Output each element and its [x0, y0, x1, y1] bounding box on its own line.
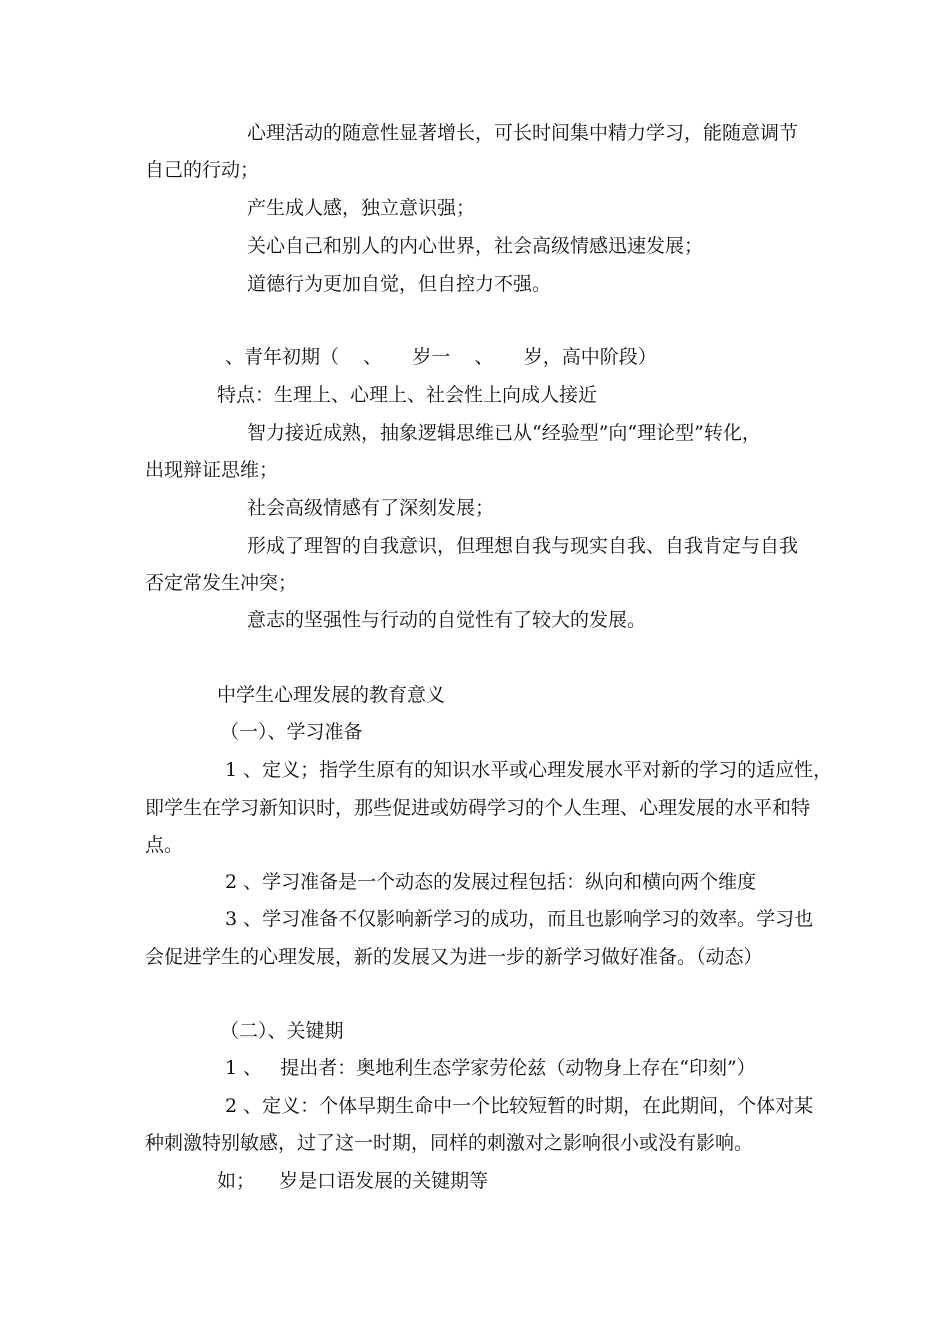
paragraph-line: 关心自己和别人的内心世界，社会高级情感迅速发展； [247, 235, 704, 257]
paragraph-line: 点。 [145, 834, 184, 856]
paragraph-line: 形成了理智的自我意识，但理想自我与现实自我、自我肯定与自我 [247, 535, 799, 557]
paragraph-line: 出现辩证思维； [145, 459, 279, 481]
paragraph-line: 如； 岁是口语发展的关键期等 [217, 1170, 489, 1192]
paragraph-line: 特点：生理上、心理上、社会性上向成人接近 [217, 384, 598, 406]
paragraph-line: 产生成人感，独立意识强； [247, 197, 476, 219]
subsection-heading: （一）、学习准备 [220, 721, 363, 743]
paragraph-line: 心理活动的随意性显著增长，可长时间集中精力学习，能随意调节 [247, 122, 799, 144]
paragraph-line: 2 、学习准备是一个动态的发展过程包括：纵向和横向两个维度 [225, 871, 757, 893]
paragraph-line: 1 、定义；指学生原有的知识水平或心理发展水平对新的学习的适应性， [225, 759, 833, 781]
paragraph-line: 1 、 提出者：奥地利生态学家劳伦兹（动物身上存在“印刻”） [225, 1057, 756, 1079]
subsection-heading: （二）、关键期 [220, 1020, 344, 1042]
paragraph-line: 道德行为更加自觉，但自控力不强。 [247, 273, 552, 295]
paragraph-line: 意志的坚强性与行动的自觉性有了较大的发展。 [247, 609, 647, 631]
paragraph-line: 2 、定义：个体早期生命中一个比较短暂的时期，在此期间，个体对某 [225, 1095, 814, 1117]
paragraph-line: 社会高级情感有了深刻发展； [247, 497, 495, 519]
paragraph-line: 会促进学生的心理发展，新的发展又为进一步的新学习做好准备。（动态） [145, 946, 763, 968]
paragraph-line: 智力接近成熟，抽象逻辑思维已从“经验型”向“理论型”转化， [247, 422, 761, 444]
section-heading: 、青年初期（ 、 岁一 、 岁，高中阶段） [225, 346, 657, 368]
paragraph-line: 3 、学习准备不仅影响新学习的成功，而且也影响学习的效率。学习也 [225, 908, 814, 930]
paragraph-line: 种刺激特别敏感，过了这一时期，同样的刺激对之影响很小或没有影响。 [145, 1132, 754, 1154]
paragraph-line: 自己的行动； [145, 159, 260, 181]
paragraph-line: 即学生在学习新知识时，那些促进或妨碍学习的个人生理、心理发展的水平和特 [145, 797, 811, 819]
paragraph-line: 否定常发生冲突； [145, 572, 298, 594]
section-heading: 中学生心理发展的教育意义 [217, 684, 446, 706]
